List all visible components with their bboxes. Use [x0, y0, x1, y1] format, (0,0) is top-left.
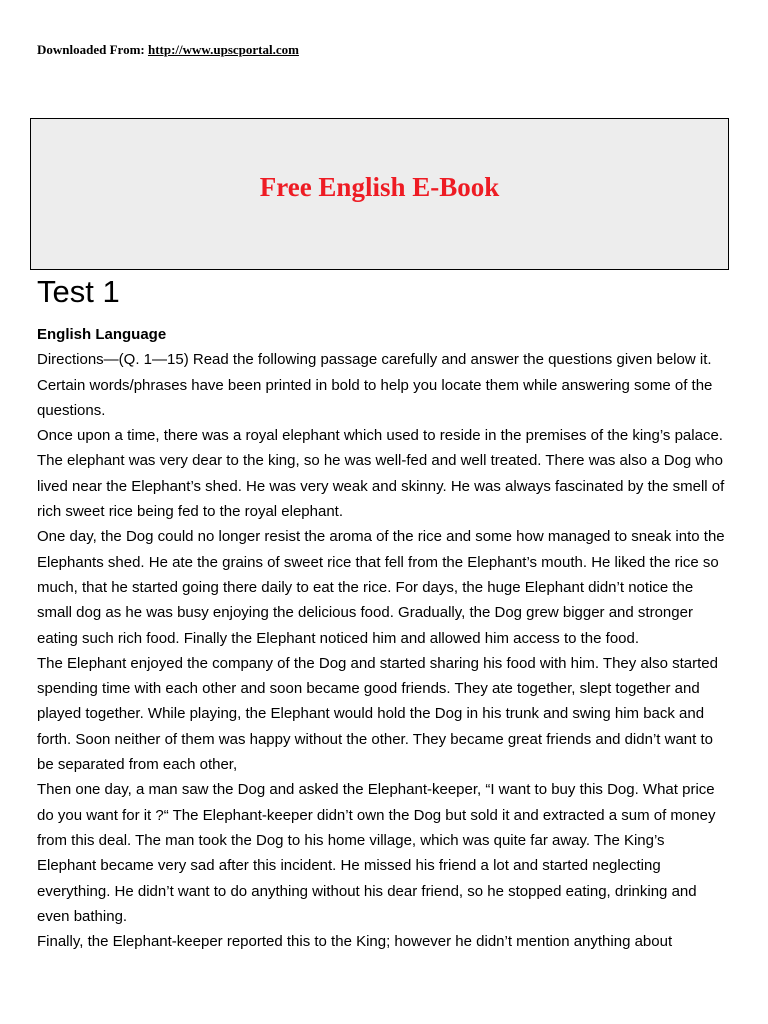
download-label: Downloaded From:: [37, 42, 145, 57]
passage-paragraph-3: The Elephant enjoyed the company of the Dog and started sharing his food with him. They also started spending time with each other and soon became good friends. They ate together, slept together and played together. While playing, the Elephant would hold the Dog in his trunk and swing him back and forth. Soon neither of them was happy without the other. They became great friends and didn’t want to be separated from each other,: [37, 654, 718, 774]
directions-paragraph: Directions—(Q. 1—15) Read the following passage carefully and answer the questions given below it. Certain words/phrases have been printed in bold to help you locate them while answering some of the questions.: [37, 351, 713, 419]
passage-paragraph-4: Then one day, a man saw the Dog and asked the Elephant-keeper, “I want to buy this Dog. What price do you want for it ?“ The Elephant-keeper didn’t own the Dog but sold it and extracted a sum of money from this deal. The man took the Dog to his home village, which was quite far away. The King’s Elephant became very sad after this incident. He missed his friend a lot and started neglecting everything. He didn’t want to do anything without his dear friend, so he stopped eating, drinking and even bathing.: [37, 781, 716, 925]
section-subheading: English Language: [37, 326, 167, 343]
passage-content: [37, 322, 727, 954]
download-source-line: [37, 42, 299, 58]
download-url-link[interactable]: http://www.upscportal.com: [147, 42, 299, 57]
ebook-title-banner: [30, 118, 729, 270]
passage-paragraph-1: Once upon a time, there was a royal elephant which used to reside in the premises of the king’s palace. The elephant was very dear to the king, so he was well-fed and well treated. There was also a Dog who lived near the Elephant’s shed. He was very weak and skinny. He was always fascinated by the smell of rich sweet rice being fed to the royal elephant.: [37, 427, 725, 521]
test-heading: Test 1: [37, 274, 120, 309]
passage-paragraph-5: Finally, the Elephant-keeper reported this to the King; however he didn’t mention anything about: [37, 933, 673, 951]
passage-paragraph-2: One day, the Dog could no longer resist the aroma of the rice and some how managed to sneak into the Elephants shed. He ate the grains of sweet rice that fell from the Elephant’s mouth. He liked the rice so much, that he started going there daily to eat the rice. For days, the huge Elephant didn’t notice the small dog as he was busy enjoying the delicious food. Gradually, the Dog grew bigger and stronger eating such rich food. Finally the Elephant noticed him and allowed him access to the food.: [37, 528, 725, 647]
ebook-title: Free English E-Book: [259, 171, 500, 202]
